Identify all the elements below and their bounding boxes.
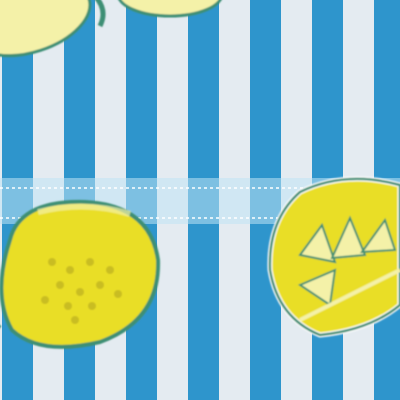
lemon-slice-right [270, 179, 400, 335]
